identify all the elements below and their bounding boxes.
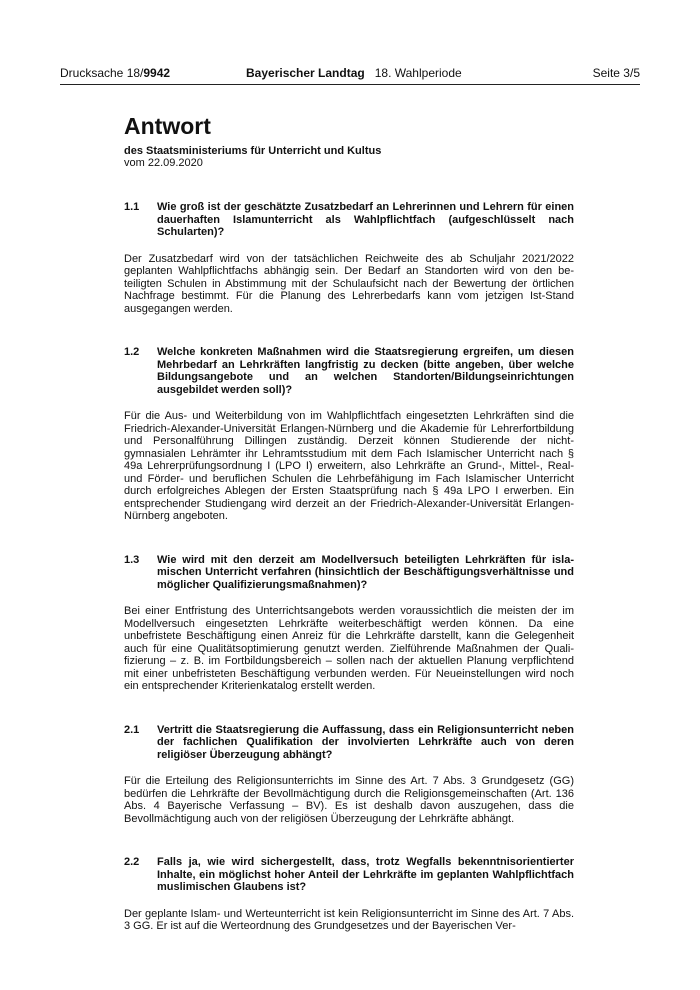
answer-text: Der Zusatzbedarf wird von der tatsächlichen Reichweite des ab Schuljahr 2021/2022 geplanten Wahlpflichtfachs abhängig sein. Der Bedarf an Standorten wird von den beteiligten Schulen in Abstimmung mit der Schulaufsicht nach der Bewertung der örtlichen Nachfrage bestimmt. Für die Planung des Lehrerbedarfs kann vom jetzigen Ist-Stand ausgegangen werden. — [124, 252, 574, 315]
question-number: 1.2 — [124, 346, 140, 358]
question-number: 2.2 — [124, 856, 140, 868]
question-number: 2.1 — [124, 723, 140, 736]
answer-date: vom 22.09.2020 — [124, 157, 203, 169]
section-2-2 — [124, 856, 574, 933]
section-1-2 — [124, 346, 574, 523]
answer-text: Bei einer Entfristung des Unterrichtsangebots werden voraussichtlich die meisten der im Modellversuch eingesetzten Lehrkräfte weiterbeschäftigt werden können. Da eine unbefristete Beschäftigung einen Anreiz für die Lehrkräfte darstellt, kann die Gelegenheit auch für eine Qualitätsoptimierung genutzt werden. Zielführende Maßnahmen der Qualifizierung – z. B. im Fortbildungsbereich – sollen nach der aktuellen Planung verpflichtend mit einer unbefristeten Beschäftigung verbunden werden. Für Neueinstellungen wird noch ein entsprechender Kriterienkatalog erstellt werden. — [124, 605, 574, 692]
question-text: Welche konkreten Maßnahmen wird die Staatsregierung ergreifen, um diesen Mehrbedarf an Lehrkräften langfristig zu decken (bitte angeben, über welche Bildungsangebote und an welchen Standorten/Bildungseinrichtungen ausgebildet werden soll)? — [157, 346, 574, 396]
section-1-3 — [124, 554, 574, 693]
question-text: Wie wird mit den derzeit am Modellversuch beteiligten Lehrkräften für islamischen Unterricht verfahren (hinsichtlich der Beschäftigungsverhältnisse und möglicher Qualifizierungsmaßnahmen)? — [157, 553, 574, 591]
question-number: 1.1 — [124, 201, 140, 213]
section-2-1 — [124, 724, 574, 826]
question-text: Vertritt die Staatsregierung die Auffassung, dass ein Religionsunterricht neben der fachlichen Qualifikation der involvierten Lehrkräfte auch von deren religiöser Überzeugung abhängt? — [157, 723, 574, 761]
document-body — [124, 112, 574, 933]
page-header — [60, 66, 640, 82]
question-text: Falls ja, wie wird sichergestellt, dass, trotz Wegfalls bekenntnisorientierter Inhalte, ein möglichst hoher Anteil der Lehrkräfte im geplanten Wahlpflichtfach muslimischen Glaubens ist? — [157, 856, 574, 893]
answer-text: Für die Aus- und Weiterbildung von im Wahlpflichtfach eingesetzten Lehrkräften sind die Friedrich-Alexander-Universität Erlangen-Nürnberg und die Akademie für Lehrerfortbildung und Personalführung Dillingen zuständig. Derzeit können Studierende der nicht-gymnasialen Lehrämter ihr Lehramtsstudium mit dem Fach Islamischer Unterricht nach § 49a Lehrerprüfungsordnung I (LPO I) erweitern, also Lehrkräfte an Grund-, Mittel-, Real- und Förder- und beruflichen Schulen die Lehrbefähigung im Fach Islamischer Unterricht durch erfolgreiches Ablegen der Ersten Staatsprüfung nach § 49a LPO I erwerben. Ein entsprechender Studiengang wird derzeit an der Friedrich-Alexander-Universität Erlangen-Nürnberg angeboten. — [124, 410, 574, 522]
question — [124, 856, 574, 894]
question-number: 1.3 — [124, 553, 140, 566]
question — [124, 724, 574, 762]
question — [124, 554, 574, 592]
page-number: Seite 3/5 — [592, 66, 640, 80]
header-rule — [60, 84, 640, 85]
parliament-info: Bayerischer Landtag 18. Wahlperiode — [246, 66, 462, 80]
section-1-1 — [124, 201, 574, 315]
answer-text: Der geplante Islam- und Werteunterricht ist kein Religionsunterricht im Sinne des Art. 7 Abs. 3 GG. Er ist auf die Werteordnung des Grundgesetzes und der Bayerischen Ver- — [124, 907, 574, 932]
document-number: Drucksache 18/9942 — [60, 66, 171, 80]
page-title: Antwort — [124, 113, 211, 139]
question — [124, 346, 574, 396]
answer-text: Für die Erteilung des Religionsunterrichts im Sinne des Art. 7 Abs. 3 Grundgesetz (GG) bedürfen die Lehrkräfte der Bevollmächtigung durch die Religionsgemeinschaften (Art. 136 Abs. 4 Bayerische Verfassung – BV). Es ist deshalb davon auszugehen, dass die Bevollmächtigung auch von der religiösen Überzeugung der Lehrkräfte abhängt. — [124, 775, 574, 825]
question-text: Wie groß ist der geschätzte Zusatzbedarf an Lehrerinnen und Lehrern für einen dauerhaften Islamunterricht als Wahlpflichtfach (aufgeschlüsselt nach Schularten)? — [157, 201, 574, 238]
subtitle: des Staatsministeriums für Unterricht und Kultus — [124, 145, 382, 157]
question — [124, 201, 574, 239]
